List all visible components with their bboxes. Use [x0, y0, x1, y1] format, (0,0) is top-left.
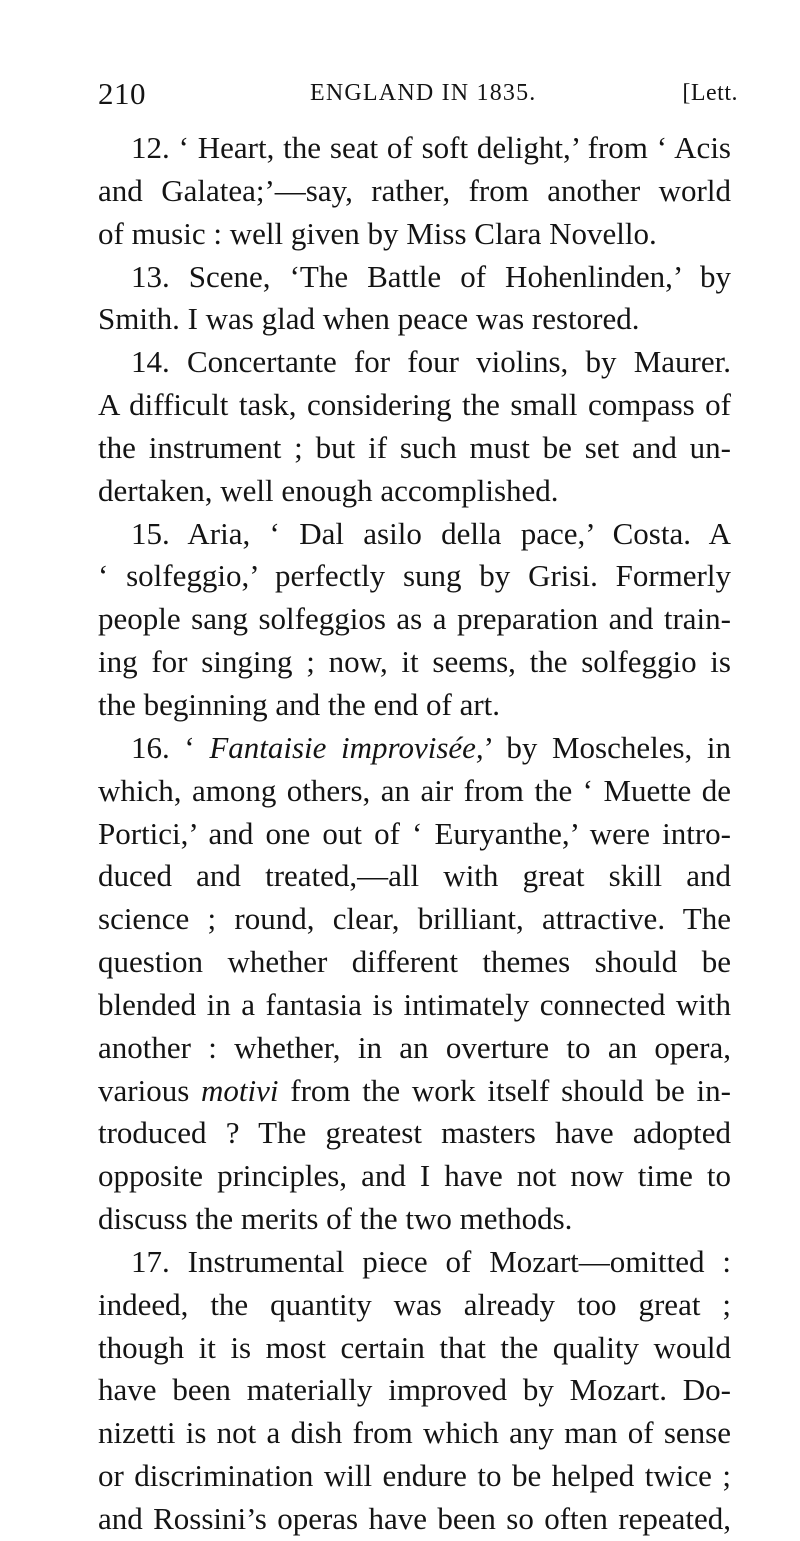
running-title: ENGLAND IN 1835.: [310, 80, 537, 106]
text-line: dertaken, well enough accomplished.: [98, 472, 559, 508]
text-line: Portici,’ and one out of ‘ Euryanthe,’ were intro-: [98, 815, 731, 851]
text-line: 16. ‘ Fantaisie improvisée,’ by Moscheles, in: [131, 729, 731, 765]
text-line: people sang solfeggios as a preparation and train-: [98, 601, 731, 637]
text-line: 15. Aria, ‘ Dal asilo della pace,’ Costa. A: [131, 515, 731, 551]
text-line: various motivi from the work itself should be in-: [98, 1072, 731, 1108]
text-line: Smith. I was glad when peace was restored.: [98, 301, 640, 337]
text-line: 13. Scene, ‘The Battle of Hohenlinden,’ by: [131, 258, 731, 294]
running-head: [98, 72, 738, 112]
text-line: ‘ solfeggio,’ perfectly sung by Grisi. Formerly: [98, 558, 731, 594]
text-line: 12. ‘ Heart, the seat of soft delight,’ from ‘ Acis: [131, 130, 731, 165]
text-line: which, among others, an air from the ‘ Muette de: [98, 772, 731, 808]
text-line: duced and treated,—all with great skill and: [98, 858, 731, 894]
text-line: blended in a fantasia is intimately connected with: [98, 986, 731, 1022]
text-line: the beginning and the end of art.: [98, 686, 501, 722]
text-line: nizetti is not a dish from which any man of sense: [98, 1415, 731, 1451]
italic-phrase: motivi: [201, 1072, 279, 1108]
page-number: 210: [98, 76, 146, 111]
body-text: [98, 127, 731, 1541]
italic-phrase: Fantaisie improvisée,: [209, 729, 484, 765]
text-line: of music : well given by Miss Clara Novello.: [98, 215, 657, 251]
text-line: science ; round, clear, brilliant, attractive. The: [98, 901, 731, 937]
text-line: or discrimination will endure to be helped twice ;: [98, 1458, 731, 1494]
text-line: and Rossini’s operas have been so often repeated,: [98, 1501, 731, 1536]
running-side-note: [Lett.: [682, 80, 738, 106]
text-line: have been materially improved by Mozart. Do-: [98, 1372, 731, 1408]
text-line: opposite principles, and I have not now time to: [98, 1158, 731, 1194]
text-line: question whether different themes should be: [98, 944, 731, 980]
text-line: indeed, the quantity was already too great ;: [98, 1286, 731, 1322]
text-line: another : whether, in an overture to an opera,: [98, 1029, 731, 1065]
text-line: ing for singing ; now, it seems, the solfeggio is: [98, 644, 731, 680]
text-line: 17. Instrumental piece of Mozart—omitted :: [131, 1243, 731, 1279]
text-line: and Galatea;’—say, rather, from another world: [98, 172, 731, 208]
text-line: the instrument ; but if such must be set and un-: [98, 429, 731, 465]
text-line: 14. Concertante for four violins, by Maurer.: [131, 344, 731, 380]
text-line: discuss the merits of the two methods.: [98, 1201, 573, 1237]
text-line: A difficult task, considering the small compass of: [98, 387, 731, 423]
text-line: though it is most certain that the quality would: [98, 1329, 731, 1365]
text-line: troduced ? The greatest masters have adopted: [98, 1115, 731, 1151]
